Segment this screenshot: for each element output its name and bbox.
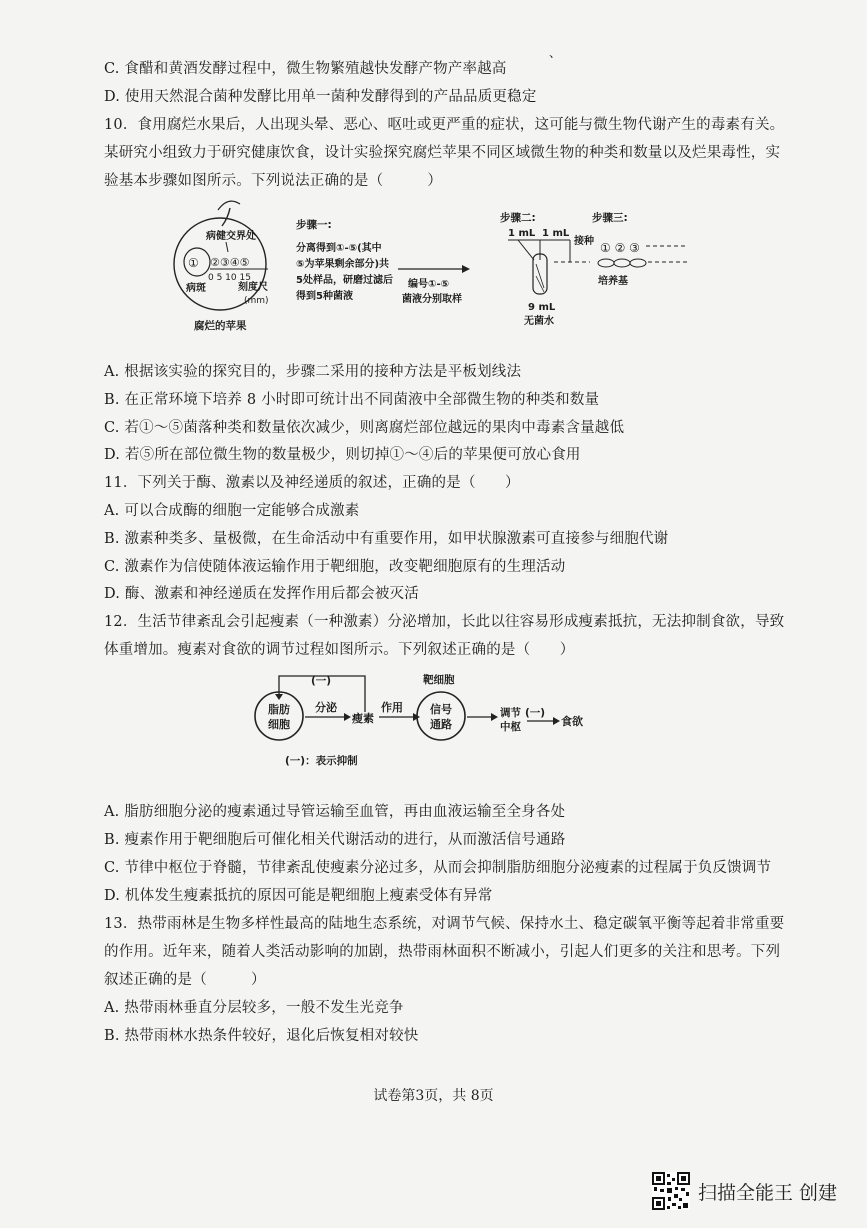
q12-option-d: D. 机体发生瘦素抵抗的原因可能是靶细胞上瘦素受体有异常 [104,888,493,904]
boundary-label: 病健交界处 [206,231,256,242]
signal-label-1: 信号 [430,703,452,716]
q11-option-d: D. 酶、激素和神经递质在发挥作用后都会被灭活 [104,586,419,602]
q10-stem-line-2: 某研究小组致力于研究健康饮食，设计实验探究腐烂苹果不同区域微生物的种类和数量以及烂果毒性，实 [104,145,781,161]
q10-experiment-figure [170,196,690,346]
q11-option-c: C. 激素作为信使随体液运输作用于靶细胞，改变靶细胞原有的生理活动 [104,559,566,575]
plate-labels: ① ② ③ [600,241,640,255]
step1-line-4: 得到5种菌液 [296,291,353,302]
ruler-scale: 0 5 10 15 [208,273,251,283]
q13-stem-line-3: 叙述正确的是（ ） [104,972,266,988]
volume-label-2: 1 mL [542,228,570,239]
sample-circle-1: ① [188,256,199,270]
q12-option-b: B. 瘦素作用于靶细胞后可催化相关代谢活动的进行，从而激活信号通路 [104,832,566,848]
q11-option-a: A. 可以合成酶的细胞一定能够合成激素 [104,503,360,519]
step1-line-1: 分离得到①-⑤(其中 [296,243,382,254]
signal-label-2: 通路 [430,718,452,731]
feedback-inhibit-label: (一) [311,675,332,687]
q10-option-a: A. 根据该实验的探究目的，步骤二采用的接种方法是平板划线法 [104,364,522,380]
q13-option-a: A. 热带雨林垂直分层较多，一般不发生光竞争 [104,1000,404,1016]
step2-title: 步骤二: [500,212,536,224]
q13-stem-line-2: 的作用。近年来，随着人类活动影响的加剧，热带雨林面积不断减小，引起人们更多的关注和思考。下列 [104,944,781,960]
q12-leptin-diagram [245,666,615,776]
apple-caption: 腐烂的苹果 [194,320,247,332]
inoculate-label: 接种 [574,236,594,247]
arrow-label-2: 菌液分别取样 [402,294,462,305]
ruler-label: 刻度尺 [238,282,268,293]
act-label: 作用 [381,701,403,714]
scanner-watermark [652,1170,852,1210]
q10-stem-line-3: 验基本步骤如图所示。下列说法正确的是（ ） [104,173,443,189]
signal-pathway-cell [417,692,465,740]
q12-stem-line-1: 12．生活节律紊乱会引起瘦素（一种激素）分泌增加，长此以往容易形成瘦素抵抗，无法抑制食欲，导致 [104,614,785,630]
medium-label: 培养基 [598,276,628,287]
appetite-label: 食欲 [561,715,583,728]
step3-title: 步骤三: [592,212,628,224]
q12-option-c: C. 节律中枢位于脊髓，节律紊乱使瘦素分泌过多，从而会抑制脂肪细胞分泌瘦素的过程属于负反馈调节 [104,860,772,876]
leptin-label: 瘦素 [352,712,374,725]
q11-option-b: B. 激素种类多、量极微，在生命活动中有重要作用，如甲状腺激素可直接参与细胞代谢 [104,531,669,547]
watermark-text: 扫描全能王 创建 [698,1182,838,1204]
fat-cell-label-1: 脂肪 [268,703,290,716]
inhibit-center-label: (一) [525,707,546,719]
fat-cell-label-2: 细胞 [268,718,290,731]
stray-mark: 、 [549,46,562,60]
step1-line-2: ⑤为苹果剩余部分)共 [296,259,390,270]
step1-line-3: 5处样品，研磨过滤后 [296,275,393,286]
q11-stem: 11．下列关于酶、激素以及神经递质的叙述，正确的是（ ） [104,475,520,491]
volume-label-1: 1 mL [508,228,536,239]
arrow-label-1: 编号①-⑤ [408,279,450,290]
q12-stem-line-2: 体重增加。瘦素对食欲的调节过程如图所示。下列叙述正确的是（ ） [104,642,575,658]
qr-code-icon [652,1172,690,1210]
step1-title: 步骤一: [296,219,332,231]
q10-stem-line-1: 10．食用腐烂水果后，人出现头晕、恶心、呕吐或更严重的症状，这可能与微生物代谢产生的毒素有关。 [104,117,785,133]
ruler-unit: (mm) [244,296,269,306]
lesion-label: 病斑 [186,283,206,294]
q13-stem-line-1: 13．热带雨林是生物多样性最高的陆地生态系统，对调节气候、保持水土、稳定碳氧平衡等起着非常重要 [104,916,785,932]
page-footer: 试卷第3页，共 8页 [373,1088,494,1104]
secrete-label: 分泌 [315,701,337,714]
sample-circles-2-5: ②③④⑤ [210,256,250,269]
apple-leaf [218,201,240,210]
q10-option-d: D. 若⑤所在部位微生物的数量极少，则切掉①～④后的苹果便可放心食用 [104,447,581,463]
tube-water: 无菌水 [524,316,554,327]
q12-option-a: A. 脂肪细胞分泌的瘦素通过导管运输至血管，再由血液运输至全身各处 [104,804,566,820]
apple-stem [222,208,230,226]
center-label: 中枢 [500,721,521,733]
tube-volume: 9 mL [528,302,556,313]
q10-option-b: B. 在正常环境下培养 8 小时即可统计出不同菌液中全部微生物的种类和数量 [104,392,600,408]
q9-option-d: D. 使用天然混合菌种发酵比用单一菌种发酵得到的产品品质更稳定 [104,89,537,105]
target-cell-label: 靶细胞 [423,674,455,686]
q13-option-b: B. 热带雨林水热条件较好，退化后恢复相对较快 [104,1028,419,1044]
q10-option-c: C. 若①～⑤菌落种类和数量依次减少，则离腐烂部位越远的果肉中毒素含量越低 [104,420,625,436]
q9-option-c: C. 食醋和黄酒发酵过程中，微生物繁殖越快发酵产物产率越高 [104,61,507,77]
diagram-legend: (一)：表示抑制 [285,755,358,767]
regulate-label: 调节 [500,707,521,719]
